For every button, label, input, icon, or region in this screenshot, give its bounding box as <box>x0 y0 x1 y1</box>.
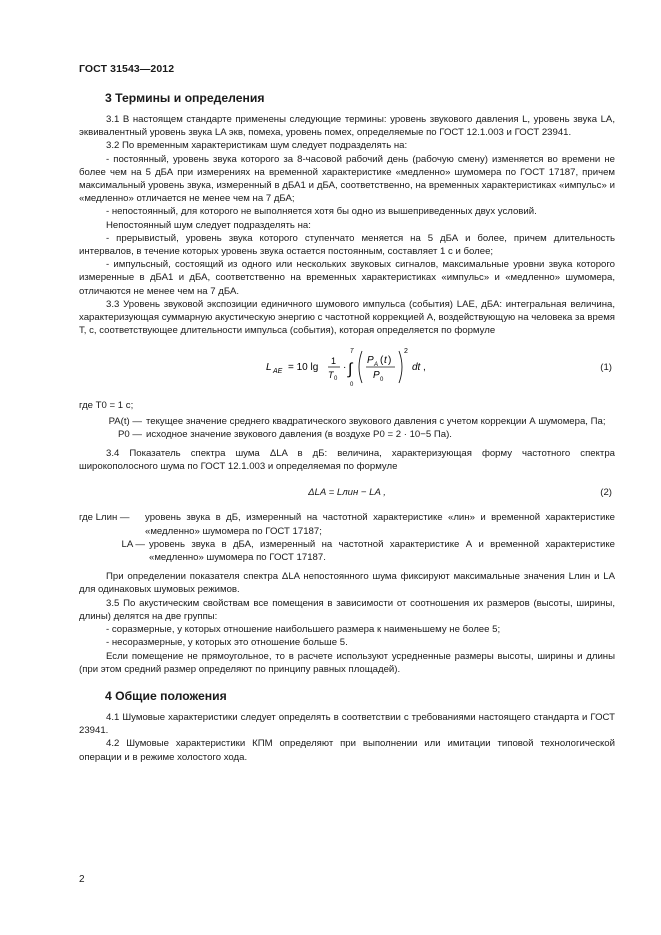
paragraph-4-1: 4.1 Шумовые характеристики следует определять в соответствии с требованиями настоящего стандарта и ГОСТ 23941. <box>79 711 615 737</box>
svg-text:2: 2 <box>404 348 408 356</box>
svg-text:P: P <box>367 355 374 367</box>
formula-2-expression: ΔLA = Lлин − LA , <box>308 487 386 499</box>
page-number: 2 <box>79 874 85 885</box>
formula-2-number: (2) <box>600 487 612 499</box>
svg-text:T: T <box>328 370 334 381</box>
definition-text: исходное значение звукового давления (в воздухе P0 = 2 · 10−5 Па). <box>146 428 452 440</box>
svg-text:dt: dt <box>412 362 421 374</box>
paragraph-3-2-intermittent: - прерывистый, уровень звука которого ступенчато меняется на 5 дБА и более, причем длительность интервалов, в течение которых уровень звука остается постоянным, составляет 1 с и более; <box>79 232 615 258</box>
formula-1 <box>79 339 615 395</box>
paragraph-3-2-subdivide: Непостоянный шум следует подразделять на: <box>106 219 311 231</box>
paragraph-3-5-proportional: - соразмерные, у которых отношение наибольшего размера к наименьшему не более 5; <box>106 624 501 636</box>
formula-1-number: (1) <box>600 362 612 374</box>
svg-text:0: 0 <box>350 382 354 389</box>
document-body <box>79 90 615 764</box>
definition-row <box>79 511 615 537</box>
where-2-definitions <box>79 511 615 564</box>
definition-text: текущее значение среднего квадратического звукового давления с учетом коррекции А шумомера, Па; <box>146 415 606 427</box>
document-header: ГОСТ 31543—2012 <box>79 63 175 75</box>
section-4-heading: 4 Общие положения <box>105 688 227 703</box>
svg-text:(: ( <box>380 355 384 367</box>
paragraph-3-5-nonrectangular: Если помещение не прямоугольное, то в расчете используют усредненные размеры высоты, ширины и длины (при этом средний размер определяют по принципу равных площадей). <box>79 650 615 675</box>
svg-text:AE: AE <box>273 368 283 376</box>
paragraph-4-2: 4.2 Шумовые характеристики КПМ определяют при выполнении или имитации типовой технологической операции и в режиме холостого хода. <box>79 738 615 763</box>
definition-text: уровень звука в дБ, измеренный на частотной характеристике «лин» и временной характеристике «медленно» шумомера по ГОСТ 17187; <box>145 512 615 537</box>
svg-text:∫: ∫ <box>348 361 353 379</box>
svg-text:·: · <box>343 362 347 374</box>
svg-text:): ) <box>388 355 392 367</box>
paragraph-3-2-constant: - постоянный, уровень звука которого за 8-часовой рабочий день (рабочую смену) изменяется во времени не более чем на 5 дБА при измерениях на временной характеристике «медленно» шумомера по ГОСТ 17187, причем максимальный уровень звука, измеренный в дБА1 и дБА, соответственно, на временных характеристиках «импульс» и «медленно» отличается не менее чем на 7 дБА; <box>79 153 615 205</box>
definition-text: уровень звука в дБА, измеренный на частотной характеристике А и временной характеристике «медленно» шумомера по ГОСТ 17187. <box>149 538 615 564</box>
svg-text:0: 0 <box>334 376 338 383</box>
paragraph-3-4: 3.4 Показатель спектра шума ΔLA в дБ: величина, характеризующая форму частотного спектра широкополосного шума по ГОСТ 12.1.003 и определяемая по формуле <box>79 448 615 473</box>
paragraph-3-5: 3.5 По акустическим свойствам все помещения в зависимости от соотношения их размеров (высоты, ширины, длины) делятся на две группы: <box>79 597 615 622</box>
definition-term: P0 — <box>118 428 142 440</box>
svg-text:T: T <box>350 349 354 356</box>
paragraph-3-1: 3.1 В настоящем стандарте применены следующие термины: уровень звукового давления L, уровень звука LA, эквивалентный уровень звука LA экв, помеха, уровень помех, определяемые по ГОСТ 12.1.003 и ГОСТ 23941. <box>79 114 615 139</box>
svg-text:t: t <box>384 355 387 367</box>
paragraph-3-4-note: При определении показателя спектра ΔLA непостоянного шума фиксируют максимальные значения Lлин и LA для одинаковых шумовых режимов. <box>79 571 615 596</box>
paragraph-3-2-nonconstant: - непостоянный, для которого не выполняется хотя бы одно из вышеприведенных двух условий. <box>106 206 537 218</box>
svg-text:P: P <box>373 370 380 382</box>
svg-text:,: , <box>423 362 426 374</box>
definition-row <box>79 538 615 564</box>
definition-term: LA — <box>121 538 145 550</box>
svg-text:L: L <box>266 362 272 374</box>
definition-term: где Lлин — <box>79 512 130 524</box>
svg-text:1: 1 <box>331 356 337 367</box>
paragraph-3-3: 3.3 Уровень звуковой экспозиции единичного шумового импульса (события) LAE, дБА: интегральная величина, характеризующая суммарную акустическую энергию с частотной коррекцией А, воздействующую на человека за время Т, с, соответствующее длительности импульса (события), которая определяется по формуле <box>79 298 615 337</box>
formula-2 <box>79 481 615 503</box>
definition-row <box>79 428 615 441</box>
paragraph-3-2: 3.2 По временным характеристикам шум следует подразделять на: <box>106 140 408 152</box>
svg-text:0: 0 <box>380 377 384 384</box>
formula-1-expression <box>264 339 504 395</box>
section-3-heading: 3 Термины и определения <box>105 91 265 105</box>
definition-term: PA(t) — <box>108 415 142 427</box>
where-1-intro: где T0 = 1 с; <box>79 400 134 412</box>
svg-text:A: A <box>374 362 379 369</box>
definition-row <box>79 415 615 428</box>
paragraph-3-5-disproportional: - несоразмерные, у которых это отношение больше 5. <box>106 637 348 649</box>
where-1-definitions <box>79 415 615 441</box>
svg-text:= 10 lg: = 10 lg <box>288 362 319 374</box>
paragraph-3-2-impulse: - импульсный, состоящий из одного или нескольких звуковых сигналов, максимальные уровни звука которого измеренные в дБА1 и дБА, соответственно на временных характеристиках «импульс» и «медленно» шумомера, отличаются не менее чем на 7 дБА. <box>79 259 615 297</box>
